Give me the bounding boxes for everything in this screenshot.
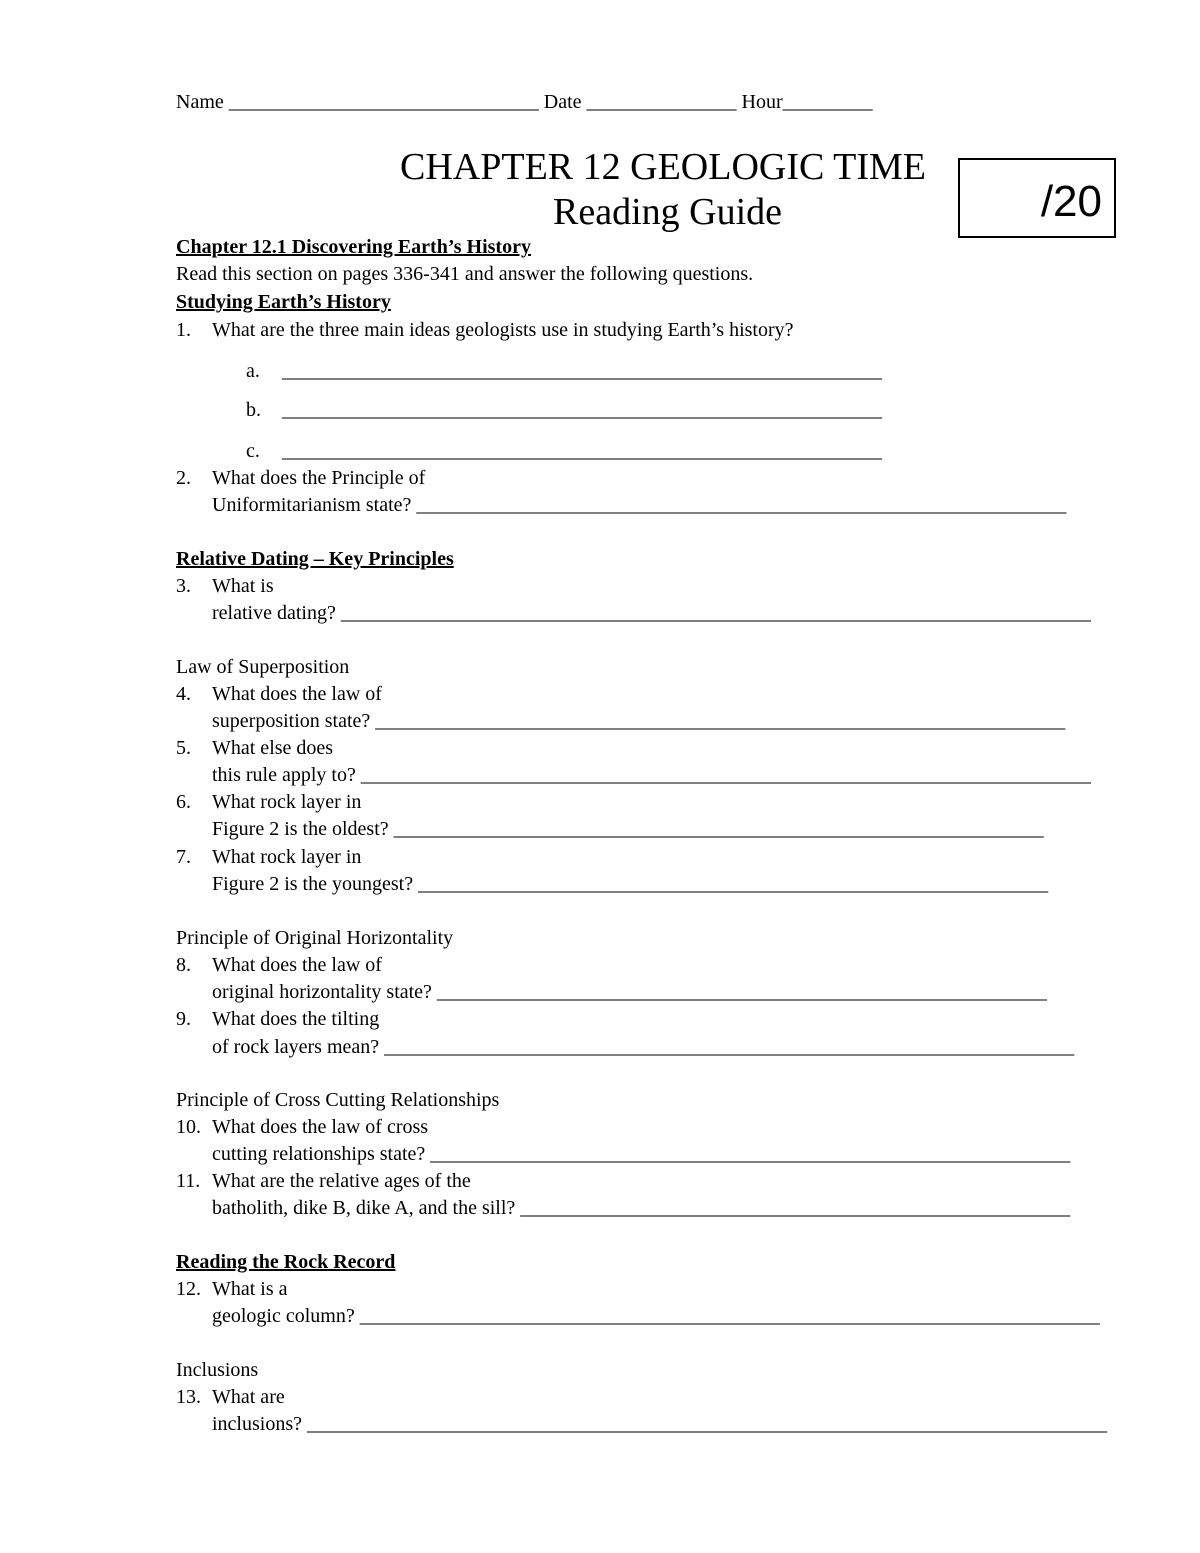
answer-7[interactable]: Figure 2 is the youngest? _______________________________________________________________	[212, 873, 1049, 895]
question-number: 2.	[176, 467, 191, 489]
question-11	[176, 1171, 471, 1191]
question-6	[176, 792, 361, 812]
subsection-horizontality: Principle of Original Horizontality	[176, 927, 454, 949]
answer-1c[interactable]	[246, 441, 882, 461]
question-text: What is a	[212, 1278, 288, 1300]
question-number: 6.	[176, 791, 191, 813]
question-text: What rock layer in	[212, 846, 362, 868]
question-number: 4.	[176, 683, 191, 705]
answer-1b[interactable]	[246, 400, 882, 420]
question-number: 7.	[176, 846, 191, 868]
question-text: What are the three main ideas geologists use in studying Earth’s history?	[212, 319, 794, 341]
question-8	[176, 955, 382, 975]
question-1	[176, 320, 794, 340]
question-4	[176, 684, 382, 704]
answer-6[interactable]: Figure 2 is the oldest? _________________________________________________________________	[212, 818, 1044, 840]
question-text: What does the law of cross	[212, 1116, 429, 1138]
question-9	[176, 1009, 379, 1029]
question-text: What are	[212, 1386, 285, 1408]
answer-1a[interactable]	[246, 361, 882, 381]
question-number: 9.	[176, 1008, 191, 1030]
question-number: 13.	[176, 1386, 201, 1408]
page-subtitle: Reading Guide	[553, 191, 783, 233]
answer-4[interactable]: superposition state? _____________________________________________________________________	[212, 710, 1066, 732]
question-text: What are the relative ages of the	[212, 1170, 471, 1192]
question-text: What is	[212, 575, 274, 597]
question-text: What rock layer in	[212, 791, 362, 813]
question-number: 11.	[176, 1170, 201, 1192]
question-5	[176, 738, 333, 758]
answer-label: b.	[246, 399, 261, 421]
answer-2[interactable]: Uniformitarianism state? _________________________________________________________________	[212, 494, 1067, 516]
score-total: /20	[1040, 177, 1102, 226]
question-number: 5.	[176, 737, 191, 759]
answer-13[interactable]: inclusions? ________________________________________________________________________________	[212, 1413, 1107, 1435]
answer-12[interactable]: geologic column? __________________________________________________________________________	[212, 1305, 1100, 1327]
subsection-cross-cutting: Principle of Cross Cutting Relationships	[176, 1089, 500, 1111]
subsection-inclusions: Inclusions	[176, 1359, 259, 1381]
question-10	[176, 1117, 428, 1137]
question-number: 1.	[176, 319, 191, 341]
answer-8[interactable]: original horizontality state? _____________________________________________________________	[212, 981, 1047, 1003]
instruction-text: Read this section on pages 336-341 and answer the following questions.	[176, 263, 754, 285]
answer-label: a.	[246, 360, 260, 382]
question-number: 8.	[176, 954, 191, 976]
name-date-hour-line[interactable]: Name _______________________________ Date _______________ Hour_________	[176, 91, 873, 113]
subheading-studying-history: Studying Earth’s History	[176, 291, 391, 313]
subsection-superposition: Law of Superposition	[176, 656, 350, 678]
question-text: What does the law of	[212, 954, 382, 976]
answer-10[interactable]: cutting relationships state? ________________________________________________________________	[212, 1143, 1071, 1165]
question-text: What does the Principle of	[212, 467, 426, 489]
answer-label: c.	[246, 440, 260, 462]
section-heading-12-1: Chapter 12.1 Discovering Earth’s History	[176, 236, 531, 258]
question-12	[176, 1279, 288, 1299]
question-text: What else does	[212, 737, 334, 759]
question-7	[176, 847, 361, 867]
section-heading-relative-dating: Relative Dating – Key Principles	[176, 548, 454, 570]
answer-3[interactable]: relative dating? ___________________________________________________________________________	[212, 602, 1091, 624]
answer-11[interactable]: batholith, dike B, dike A, and the sill? _______________________________________________________	[212, 1197, 1071, 1219]
question-number: 10.	[176, 1116, 201, 1138]
answer-5[interactable]: this rule apply to? _________________________________________________________________________	[212, 764, 1091, 786]
question-2	[176, 468, 425, 488]
question-3	[176, 576, 274, 596]
answer-line[interactable]: ____________________________________________________________	[282, 399, 882, 421]
question-text: What does the tilting	[212, 1008, 380, 1030]
answer-9[interactable]: of rock layers mean? _____________________________________________________________________	[212, 1036, 1075, 1058]
question-number: 12.	[176, 1278, 201, 1300]
section-heading-rock-record: Reading the Rock Record	[176, 1251, 396, 1273]
score-box	[958, 158, 1116, 238]
page-title: CHAPTER 12 GEOLOGIC TIME	[400, 146, 927, 188]
answer-line[interactable]: ____________________________________________________________	[282, 440, 882, 462]
question-number: 3.	[176, 575, 191, 597]
answer-line[interactable]: ____________________________________________________________	[282, 360, 882, 382]
question-text: What does the law of	[212, 683, 382, 705]
question-13	[176, 1387, 285, 1407]
